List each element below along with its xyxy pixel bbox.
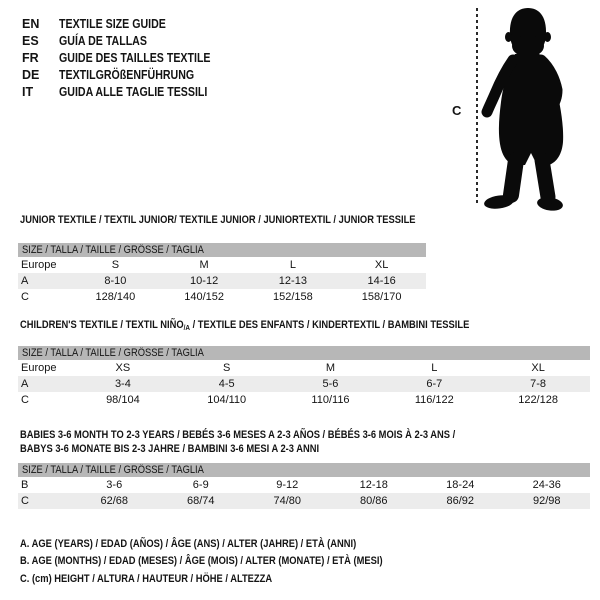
language-row bbox=[22, 50, 237, 67]
size-cell: S bbox=[111, 259, 120, 271]
size-cell: 104/110 bbox=[207, 394, 247, 406]
size-cell: XL bbox=[531, 362, 545, 374]
language-row bbox=[22, 84, 237, 101]
size-cell: 3-4 bbox=[114, 378, 131, 390]
row-label: A bbox=[21, 378, 29, 390]
language-label: TEXTILGRÖßENFÜHRUNG bbox=[59, 68, 195, 82]
language-row bbox=[22, 67, 237, 84]
note-text: A. AGE (YEARS) / EDAD (AÑOS) / ÂGE (ANS) / ALTER (JAHRE) / ETÀ (ANNI) bbox=[20, 538, 357, 550]
table-row bbox=[18, 493, 590, 509]
size-cell: L bbox=[289, 259, 296, 271]
title-subscript: /A bbox=[183, 323, 190, 332]
row-label: A bbox=[21, 275, 29, 287]
size-cell: 62/68 bbox=[100, 495, 129, 507]
section-junior-textile bbox=[18, 213, 426, 305]
size-cell: 152/158 bbox=[272, 291, 313, 303]
language-code: EN bbox=[22, 17, 40, 31]
row-label: C bbox=[21, 394, 29, 406]
section-children-textile bbox=[18, 318, 590, 408]
size-header-label: SIZE / TALLA / TAILLE / GRÖSSE / TAGLIA bbox=[22, 244, 204, 256]
size-cell: 110/116 bbox=[311, 394, 350, 406]
size-cell: 3-6 bbox=[106, 479, 123, 491]
size-cell: 5-6 bbox=[322, 378, 339, 390]
size-cell: 6-7 bbox=[426, 378, 443, 390]
row-label: C bbox=[21, 291, 29, 303]
size-cell: 68/74 bbox=[186, 495, 215, 507]
size-cell: S bbox=[223, 362, 231, 374]
note-line bbox=[20, 571, 447, 588]
language-label: GUIDE DES TAILLES TEXTILE bbox=[59, 51, 211, 65]
size-cell: 8-10 bbox=[104, 275, 127, 287]
note-line bbox=[20, 553, 447, 570]
note-text: C. (cm) HEIGHT / ALTURA / HAUTEUR / HÖHE / ALTEZZA bbox=[20, 572, 273, 585]
size-cell: 116/122 bbox=[414, 394, 454, 406]
language-label: GUÍA DE TALLAS bbox=[59, 34, 147, 48]
size-cell: XS bbox=[115, 362, 131, 374]
junior-size-table bbox=[18, 257, 426, 305]
language-code: DE bbox=[22, 68, 40, 82]
size-cell: L bbox=[431, 362, 438, 374]
size-cell: 4-5 bbox=[218, 378, 235, 390]
size-header-bar bbox=[18, 243, 426, 257]
size-header-bar bbox=[18, 463, 590, 477]
table-row bbox=[18, 376, 590, 392]
section-title-line bbox=[20, 213, 416, 227]
size-header-label: SIZE / TALLA / TAILLE / GRÖSSE / TAGLIA bbox=[22, 347, 204, 359]
size-cell: XL bbox=[374, 259, 389, 271]
size-cell: 6-9 bbox=[192, 479, 209, 491]
height-measure-dotted-line bbox=[476, 8, 478, 206]
table-row bbox=[18, 257, 426, 273]
size-cell: 12-13 bbox=[278, 275, 307, 287]
babies-size-table bbox=[18, 477, 590, 509]
title-text: BABIES 3-6 MONTH TO 2-3 YEARS / BEBÉS 3-6 MESES A 2-3 AÑOS / BÉBÉS 3-6 MOIS À 2-3 ANS / bbox=[20, 429, 456, 441]
title-text: / TEXTILE DES ENFANTS / KINDERTEXTIL / BAMBINI TESSILE bbox=[189, 319, 470, 331]
size-cell: M bbox=[325, 362, 336, 374]
table-row bbox=[18, 392, 590, 408]
language-row bbox=[22, 16, 237, 33]
size-cell: 18-24 bbox=[446, 479, 475, 491]
size-cell: 92/98 bbox=[532, 495, 561, 507]
table-row bbox=[18, 360, 590, 376]
section-title bbox=[18, 318, 590, 335]
baby-silhouette bbox=[480, 2, 590, 214]
row-label: Europe bbox=[21, 362, 57, 374]
language-code: IT bbox=[22, 85, 34, 99]
section-title-line bbox=[20, 318, 505, 335]
table-row bbox=[18, 477, 590, 493]
size-cell: 14-16 bbox=[367, 275, 396, 287]
size-cell: 74/80 bbox=[273, 495, 302, 507]
size-cell: 12-18 bbox=[359, 479, 388, 491]
note-line bbox=[20, 536, 447, 553]
height-c-label: C bbox=[452, 103, 462, 118]
size-cell: 140/152 bbox=[184, 291, 224, 303]
note-text: B. AGE (MONTHS) / EDAD (MESES) / ÂGE (MOIS) / ALTER (MONATE) / ETÀ (MESI) bbox=[20, 555, 383, 568]
size-cell: 128/140 bbox=[95, 291, 136, 303]
size-cell: 122/128 bbox=[518, 394, 558, 406]
table-row bbox=[18, 273, 426, 289]
size-cell: 98/104 bbox=[106, 394, 140, 406]
row-label: Europe bbox=[21, 259, 57, 271]
size-cell: 7-8 bbox=[530, 378, 547, 390]
section-title bbox=[18, 213, 426, 227]
size-header-bar bbox=[18, 346, 590, 360]
legend-notes bbox=[20, 536, 447, 588]
size-cell: 9-12 bbox=[276, 479, 299, 491]
row-label: B bbox=[21, 479, 29, 491]
size-cell: M bbox=[199, 259, 209, 271]
section-title-line bbox=[20, 442, 505, 456]
title-text: CHILDREN'S TEXTILE / TEXTIL NIÑO bbox=[20, 319, 184, 331]
language-list bbox=[22, 16, 237, 101]
size-cell: 86/92 bbox=[446, 495, 475, 507]
table-row bbox=[18, 289, 426, 305]
title-text: BABYS 3-6 MONATE BIS 2-3 JAHRE / BAMBINI 3-6 MESI A 2-3 ANNI bbox=[20, 443, 320, 455]
language-label: GUIDA ALLE TAGLIE TESSILI bbox=[59, 85, 208, 99]
size-cell: 80/86 bbox=[359, 495, 388, 507]
size-header-label: SIZE / TALLA / TAILLE / GRÖSSE / TAGLIA bbox=[22, 464, 204, 476]
size-cell: 24-36 bbox=[532, 479, 561, 491]
size-cell: 10-12 bbox=[190, 275, 219, 287]
section-title bbox=[18, 428, 590, 456]
language-code: FR bbox=[22, 51, 39, 65]
language-code: ES bbox=[22, 34, 39, 48]
section-babies-textile bbox=[18, 428, 590, 509]
section-title-line bbox=[20, 428, 505, 442]
title-text: JUNIOR TEXTILE / TEXTIL JUNIOR/ TEXTILE JUNIOR / JUNIORTEXTIL / JUNIOR TESSILE bbox=[20, 214, 416, 226]
language-label: TEXTILE SIZE GUIDE bbox=[59, 17, 166, 31]
language-row bbox=[22, 33, 237, 50]
row-label: C bbox=[21, 495, 29, 507]
size-cell: 158/170 bbox=[361, 291, 402, 303]
children-size-table bbox=[18, 360, 590, 408]
